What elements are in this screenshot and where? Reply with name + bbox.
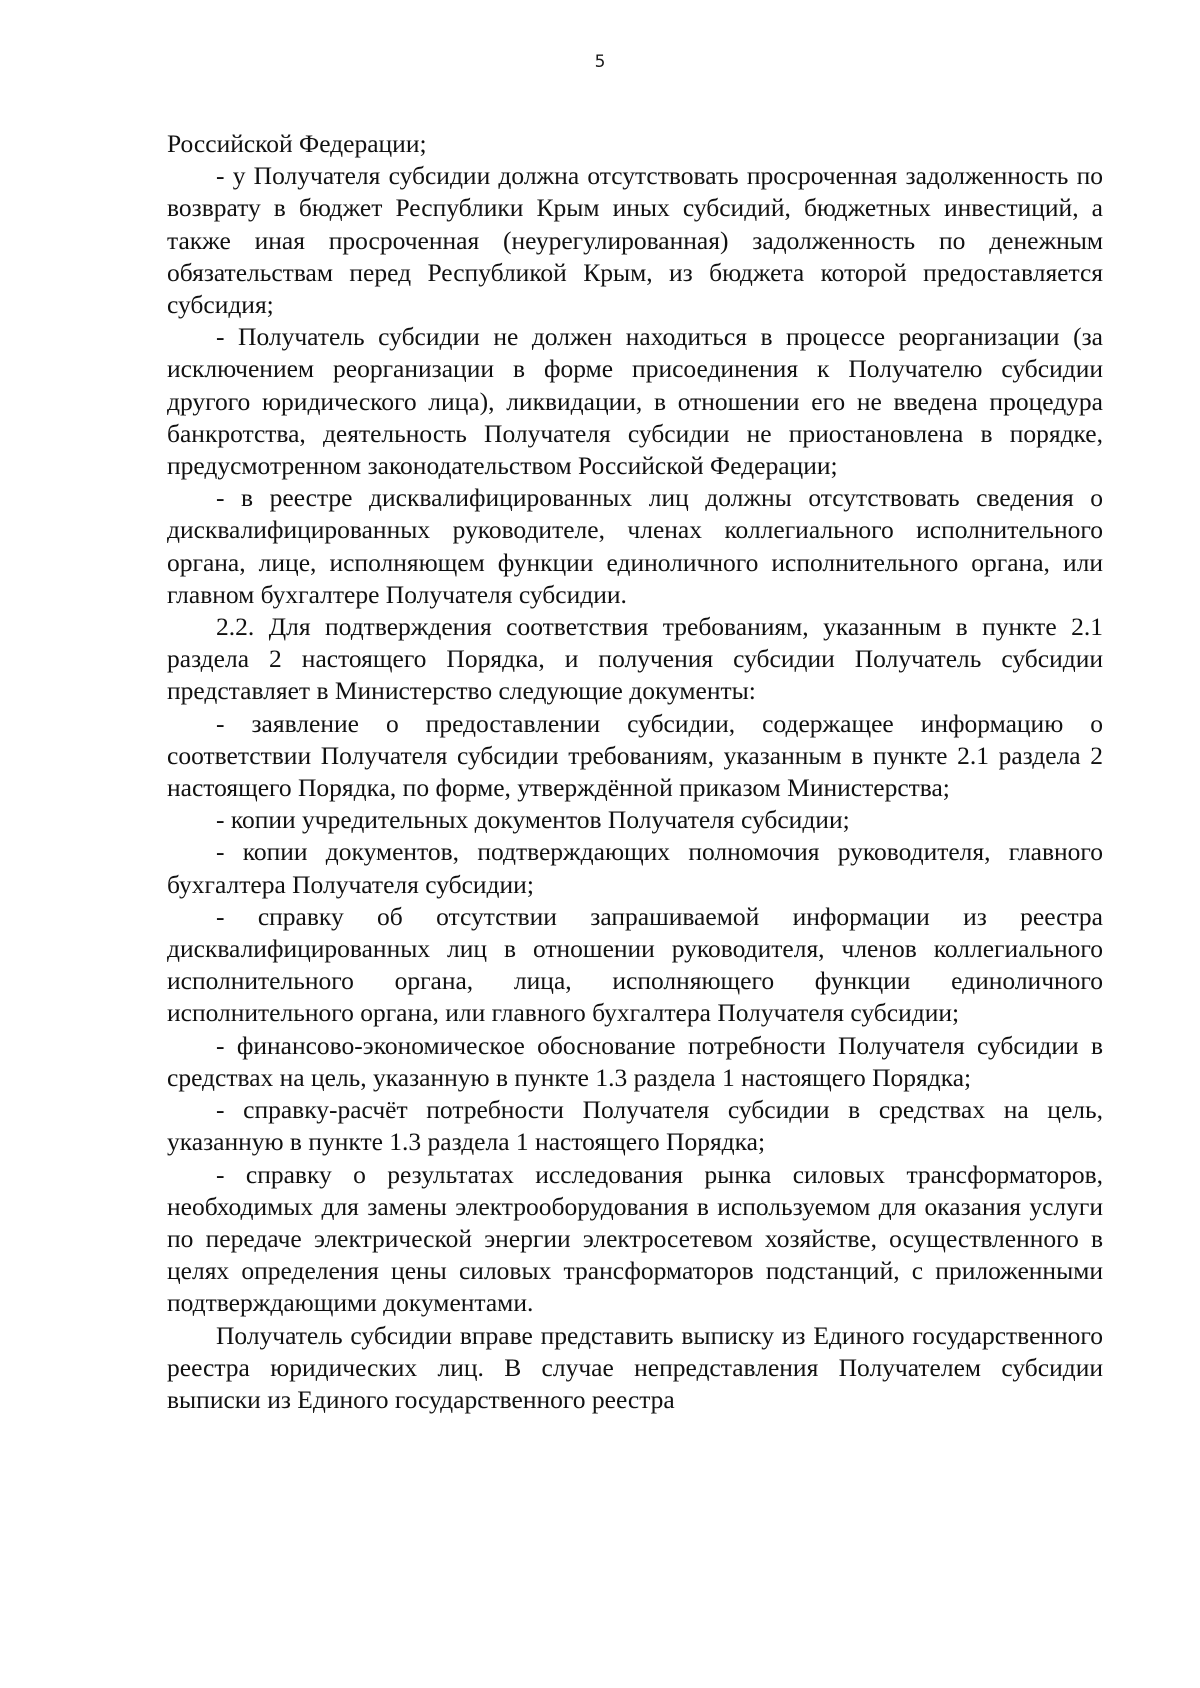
list-item-registry-certificate: - справку об отсутствии запрашиваемой информации из реестра дисквалифицированных лиц в отношении руководителя, членов коллегиального исполнительного органа, лица, исполняющего функции единоличного исполнительного органа, или главного бухгалтера Получателя субсидии; [167, 901, 1103, 1028]
list-item-founding-documents: - копии учредительных документов Получателя субсидии; [216, 805, 850, 835]
paragraph-registry-extract: Получатель субсидии вправе представить выписку из Единого государственного реестра юридических лиц. В случае непредставления Получателем субсидии выписки из Единого государственного реестра [167, 1320, 1103, 1414]
list-item-authority-documents: - копии документов, подтверждающих полномочия руководителя, главного бухгалтера Получателя субсидии; [167, 837, 1103, 899]
list-item-needs-calculation: - справку-расчёт потребности Получателя субсидии в средствах на цель, указанную в пункте 1.3 раздела 1 настоящего Порядка; [167, 1095, 1103, 1157]
document-body [167, 128, 1103, 1416]
list-item-market-research: - справку о результатах исследования рынка силовых трансформаторов, необходимых для замены электрооборудования в используемом для оказания услуги по передаче электрической энергии электросетевом хозяйстве, осуществленного в целях определения цены силовых трансформаторов подстанций, с приложенными подтверждающими документами. [167, 1159, 1103, 1318]
list-item-no-reorganization: - Получатель субсидии не должен находиться в процессе реорганизации (за исключением реорганизации в форме присоединения к Получателю субсидии другого юридического лица), ликвидации, в отношении его не введена процедура банкротства, деятельность Получателя субсидии не приостановлена в порядке, предусмотренном законодательством Российской Федерации; [167, 322, 1103, 481]
list-item-application: - заявление о предоставлении субсидии, содержащее информацию о соответствии Получателя субсидии требованиям, указанным в пункте 2.1 раздела 2 настоящего Порядка, по форме, утверждённой приказом Министерства; [167, 708, 1103, 803]
list-item-disqualified-registry: - в реестре дисквалифицированных лиц должны отсутствовать сведения о дисквалифицированных руководителе, членах коллегиального исполнительного органа, лице, исполняющем функции единоличного исполнительного органа, или главном бухгалтере Получателя субсидии. [167, 483, 1103, 609]
paragraph-continuation: Российской Федерации; [167, 129, 427, 158]
clause-2-2: 2.2. Для подтверждения соответствия требованиям, указанным в пункте 2.1 раздела 2 настоящего Порядка, и получения субсидии Получатель субсидии представляет в Министерство следующие документы: [167, 612, 1103, 706]
list-item-economic-justification: - финансово-экономическое обоснование потребности Получателя субсидии в средствах на цель, указанную в пункте 1.3 раздела 1 настоящего Порядка; [167, 1030, 1103, 1092]
list-item-no-overdue-debt: - у Получателя субсидии должна отсутствовать просроченная задолженность по возврату в бюджет Республики Крым иных субсидий, бюджетных инвестиций, а также иная просроченная (неурегулированная) задолженность по денежным обязательствам перед Республикой Крым, из бюджета которой предоставляется субсидия; [167, 161, 1103, 320]
page-number: 5 [594, 52, 606, 72]
